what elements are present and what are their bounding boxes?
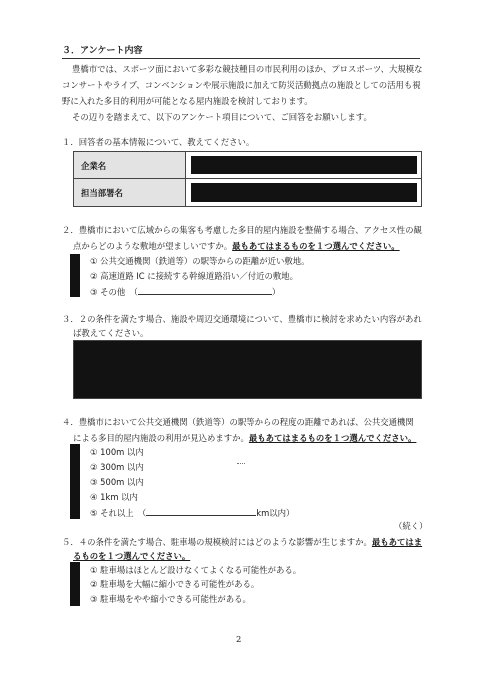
intro-line-4: その辺りを踏まえて、以下のアンケート項目について、ご回答をお願いします。 xyxy=(72,112,372,122)
intro-line-3: 野に入れた多目的利用が可能となる屋内施設を検討しております。 xyxy=(62,96,313,106)
section-divider xyxy=(62,58,420,59)
question-2-answer-marker-redacted xyxy=(70,254,80,297)
question-2-line-1: ２．豊橋市において広域からの集客も考慮した多目的屋内施設を整備する場合、アクセス性の観 xyxy=(62,225,422,235)
question-4-option-3[interactable]: ③ 500m 以内 xyxy=(90,477,144,487)
department-label-cell xyxy=(74,179,186,206)
question-4-line-2 xyxy=(73,432,416,444)
question-2-other-close: ） xyxy=(271,287,281,297)
question-5-line-1-text: ５．４の条件を満たす場合、駐車場の規模検討にはどのような影響が生じますか。 xyxy=(62,537,372,547)
department-field-redacted[interactable] xyxy=(191,183,417,202)
question-2-line-2 xyxy=(73,240,400,252)
question-4-other-input[interactable] xyxy=(146,506,256,516)
question-4-other-suffix: km以内） xyxy=(256,508,295,518)
question-2-instruction: 最もあてはまるものを１つ選んでください。 xyxy=(232,241,400,251)
question-5-instruction-part-2: るものを１つ選んでください。 xyxy=(73,551,191,561)
question-4-line-1: ４．豊橋市において公共交通機関（鉄道等）の駅等からの程度の距離であれば、公共交通機関 xyxy=(62,417,414,427)
question-4-option-1[interactable]: ① 100m 以内 xyxy=(90,447,144,457)
question-5-option-3[interactable]: ③ 駐車場をやや縮小できる可能性がある。 xyxy=(90,594,251,604)
company-name-label: 企業名 xyxy=(81,161,107,171)
company-name-field-redacted[interactable] xyxy=(191,156,417,174)
question-4-option-2[interactable]: ② 300m 以内 xyxy=(90,462,144,472)
question-5-line-1 xyxy=(62,536,422,548)
question-2-other-input[interactable] xyxy=(138,285,272,295)
company-name-row xyxy=(74,152,421,179)
intro-line-2: コンサートやライブ、コンベンションや展示施設に加えて防災活動拠点の施設としての活用も視 xyxy=(62,80,421,90)
question-2-option-1[interactable]: ① 公共交通機関（鉄道等）の駅等からの距離が近い敷地。 xyxy=(90,256,310,266)
respondent-info-table xyxy=(73,151,422,207)
page-number: 2 xyxy=(236,634,242,644)
question-2-option-3-label: ③ その他 （ xyxy=(90,287,138,297)
question-5-option-1[interactable]: ① 駐車場はほとんど設けなくてよくなる可能性がある。 xyxy=(90,565,302,575)
question-4-instruction: 最もあてはまるものを１つ選んでください。 xyxy=(248,433,417,443)
question-2-option-3[interactable] xyxy=(90,285,280,298)
question-4-answer-marker-redacted xyxy=(70,444,80,519)
intro-line-1: 豊橋市では、スポーツ面において多彩な競技種目の市民利用のほか、プロスポーツ、大規模な xyxy=(72,64,423,74)
dotted-mark xyxy=(237,463,245,464)
department-row xyxy=(74,179,421,206)
question-2-line-2-text: 点からどのような敷地が望ましいですか。 xyxy=(73,241,233,251)
department-label: 担当部署名 xyxy=(81,188,123,198)
question-2-option-2[interactable]: ② 高速道路 IC に接続する幹線道路沿い／付近の敷地。 xyxy=(90,271,299,281)
question-4-option-5[interactable] xyxy=(90,506,294,519)
question-4-line-2-text: による多目的屋内施設の利用が見込めますか。 xyxy=(73,433,249,443)
question-4-option-5-label: ⑤ それ以上 （ xyxy=(90,508,147,518)
question-4-option-4[interactable]: ④ 1km 以内 xyxy=(90,492,138,502)
company-name-label-cell xyxy=(74,152,186,178)
section-title: ３．アンケート内容 xyxy=(62,46,143,56)
continued-note: （続く） xyxy=(394,521,428,531)
question-3-line-2: ば教えてください。 xyxy=(73,328,149,338)
question-1-text: １．回答者の基本情報について、教えてください。 xyxy=(62,137,255,147)
question-3-answer-field-redacted[interactable] xyxy=(73,340,422,399)
question-3-line-1: ３．２の条件を満たす場合、施設や周辺交通環境について、豊橋市に検討を求めたい内容があれ xyxy=(62,314,422,324)
question-5-answer-marker-redacted xyxy=(70,562,80,606)
question-5-option-2[interactable]: ② 駐車場を大幅に縮小できる可能性がある。 xyxy=(90,579,260,589)
question-5-instruction-part-1: 最もあてはま xyxy=(371,537,423,547)
